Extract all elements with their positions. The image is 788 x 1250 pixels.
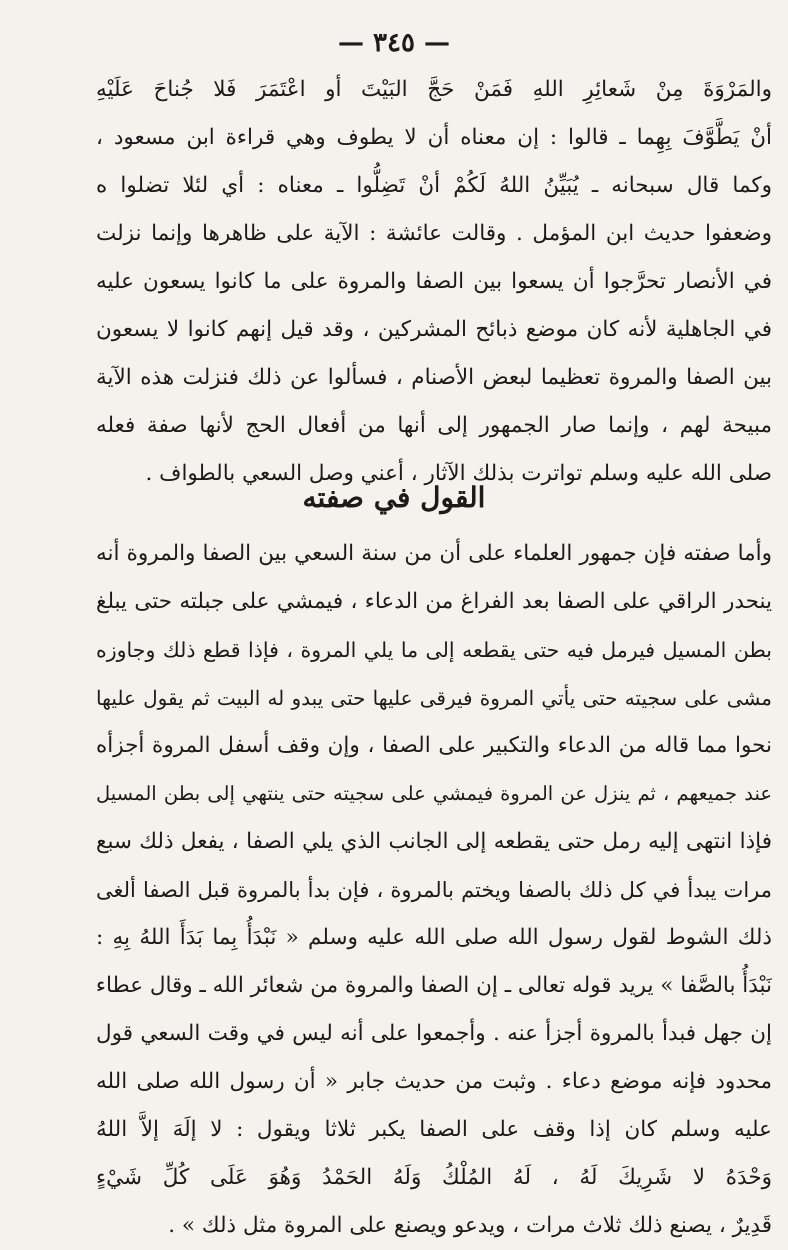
- text-line: صلى الله عليه وسلم تواترت بذلك الآثار ، أعني وصل السعي بالطواف .: [145, 461, 772, 486]
- text-line: نحوا مما قاله من الدعاء والتكبير على الصفا ، وإن وقف أسفل المروة أجزأه: [96, 733, 772, 758]
- paragraph-1: [96, 66, 772, 498]
- text-line: ذلك الشوط لقول رسول الله صلى الله عليه وسلم « نَبْدَأُ بِما بَدَأَ اللهُ بِهِ :: [96, 925, 772, 950]
- text-line: وضعفوا حديث ابن المؤمل . وقالت عائشة : الآية على ظاهرها وإنما نزلت: [96, 221, 772, 246]
- text-line: والمَرْوَةَ مِنْ شَعائِرِ اللهِ فَمَنْ حَجَّ البَيْتَ أو اعْتَمَرَ فَلا جُناحَ عَلَيْهِ: [96, 77, 772, 102]
- text-line: بين الصفا والمروة تعظيما لبعض الأصنام ، فسألوا عن ذلك فنزلت هذه الآية: [96, 365, 772, 390]
- text-line: قَدِيرٌ ، يصنع ذلك ثلاث مرات ، ويدعو ويصنع على المروة مثل ذلك » .: [168, 1213, 772, 1238]
- text-line: في الجاهلية لأنه كان موضع ذبائح المشركين ، وقد قيل إنهم كانوا لا يسعون: [96, 317, 772, 342]
- section-heading: القول في صفته: [302, 481, 486, 514]
- text-line: مبيحة لهم ، وإنما صار الجمهور إلى أنها من أفعال الحج لأنها صفة فعله: [96, 413, 772, 438]
- page-number: — ٣٤٥ —: [337, 28, 451, 58]
- text-line: فإذا انتهى إليه رمل حتى يقطعه إلى الجانب الذي يلي الصفا ، يفعل ذلك سبع: [96, 829, 772, 854]
- text-line: وكما قال سبحانه ـ يُبَيِّنُ اللهُ لَكُمْ أنْ تَضِلُّوا ـ معناه : أي لئلا تضلوا ه: [96, 173, 772, 198]
- text-line: إن جهل فبدأ بالمروة أجزأ عنه . وأجمعوا على أنه ليس في وقت السعي قول: [96, 1021, 772, 1046]
- text-line: محدود فإنه موضع دعاء . وثبت من حديث جابر « أن رسول الله صلى الله: [96, 1069, 772, 1094]
- text-line: وأما صفته فإن جمهور العلماء على أن من سنة السعي بين الصفا والمروة أنه: [96, 541, 772, 566]
- text-line: عليه وسلم كان إذا وقف على الصفا يكبر ثلاثا ويقول : لا إلَهَ إلاَّ اللهُ: [96, 1117, 772, 1142]
- text-line: مرات يبدأ في كل ذلك بالصفا ويختم بالمروة ، فإن بدأ بالمروة قبل الصفا ألغى: [96, 878, 772, 902]
- text-line: وَحْدَهُ لا شَرِيكَ لَهُ ، لَهُ المُلْكُ وَلَهُ الحَمْدُ وَهُوَ عَلَى كُلِّ شَيْءٍ: [96, 1165, 772, 1190]
- text-line: أنْ يَطَّوَّفَ بِهِما ـ قالوا : إن معناه أن لا يطوف وهي قراءة ابن مسعود ،: [96, 125, 772, 150]
- text-line: ينحدر الراقي على الصفا بعد الفراغ من الدعاء ، فيمشي على جبلته حتى يبلغ: [96, 589, 772, 614]
- text-line: مشى على سجيته حتى يأتي المروة فيرقى عليها حتى يبدو له البيت ثم يقول عليها: [96, 686, 772, 710]
- paragraph-2: [96, 530, 772, 1250]
- text-line: نَبْدَأُ بالصَّفا » يريد قوله تعالى ـ إن الصفا والمروة من شعائر الله ـ وقال عطاء: [96, 973, 772, 998]
- text-line: بطن المسيل فيرمل فيه حتى يقطعه إلى ما يلي المروة ، فإذا قطع ذلك وجاوزه: [96, 638, 772, 662]
- text-line: في الأنصار تحرَّجوا أن يسعوا بين الصفا والمروة على ما كانوا يسعون عليه: [96, 269, 772, 294]
- text-line: عند جميعهم ، ثم ينزل عن المروة فيمشي على سجيته حتى ينتهي إلى بطن المسيل: [96, 782, 772, 805]
